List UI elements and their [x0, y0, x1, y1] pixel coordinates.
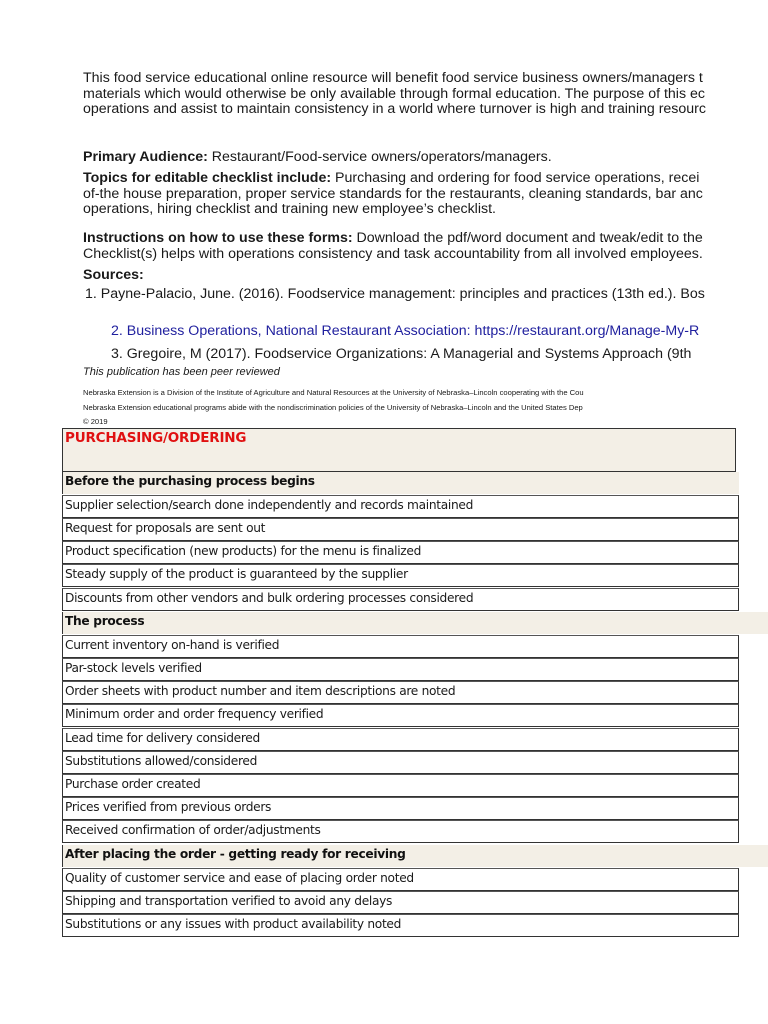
row-text: Product specification (new products) for the menu is finalized [65, 544, 422, 558]
checklist-row[interactable] [62, 820, 739, 843]
checklist-row[interactable] [62, 541, 739, 564]
primary-audience-text: Restaurant/Food-service owners/operators/managers. [207, 149, 552, 165]
extension-statement: Nebraska Extension is a Division of the Institute of Agriculture and Natural Resources at the University of Nebraska–Lincoln cooperating with the Cou [83, 388, 584, 397]
section-header [62, 472, 739, 494]
checklist-title: PURCHASING/ORDERING [65, 430, 247, 446]
topics-text: of-the house preparation, proper service standards for the restaurants, cleaning standards, bar anc [83, 185, 703, 202]
row-text: Shipping and transportation verified to avoid any delays [65, 894, 393, 908]
checklist-row[interactable] [62, 495, 739, 518]
checklist-row[interactable] [62, 658, 739, 681]
row-text: Prices verified from previous orders [65, 800, 272, 814]
intro-line: operations and assist to maintain consistency in a world where turnover is high and training resourc [83, 101, 707, 117]
row-text: Purchase order created [65, 777, 201, 791]
row-text: Substitutions or any issues with product availability noted [65, 917, 402, 931]
row-text: Steady supply of the product is guaranteed by the supplier [65, 567, 408, 581]
instructions-label: Instructions on how to use these forms: [83, 230, 353, 246]
checklist-row[interactable] [62, 635, 739, 658]
row-text: Lead time for delivery considered [65, 731, 260, 745]
row-text: Par-stock levels verified [65, 661, 202, 675]
topics-paragraph [83, 171, 703, 218]
checklist-row[interactable] [62, 751, 739, 774]
intro-paragraph [83, 71, 768, 118]
checklist-row[interactable] [62, 681, 739, 704]
checklist-row[interactable] [62, 564, 739, 587]
checklist-row[interactable] [62, 704, 739, 727]
row-text: Quality of customer service and ease of placing order noted [65, 871, 414, 885]
instructions-paragraph [83, 231, 703, 262]
checklist-row[interactable] [62, 728, 739, 751]
checklist-row[interactable] [62, 914, 739, 937]
topics-label: Topics for editable checklist include: [83, 170, 332, 186]
topics-text: Purchasing and ordering for food service operations, recei [331, 170, 700, 186]
section-heading: The process [65, 614, 145, 628]
row-text: Received confirmation of order/adjustments [65, 823, 321, 837]
checklist-title-row [62, 428, 736, 472]
instructions-text: Download the pdf/word document and tweak/edit to the [352, 230, 703, 246]
row-text: Request for proposals are sent out [65, 521, 266, 535]
row-text: Discounts from other vendors and bulk ordering processes considered [65, 591, 474, 605]
row-text: Minimum order and order frequency verified [65, 707, 324, 721]
section-header [62, 845, 768, 867]
row-text: Order sheets with product number and item descriptions are noted [65, 684, 456, 698]
checklist-row[interactable] [62, 868, 739, 891]
primary-audience [83, 150, 552, 166]
topics-text: operations, hiring checklist and training new employee’s checklist. [83, 201, 496, 217]
intro-line: materials which would otherwise be only available through formal education. The purpose of this ec [83, 85, 705, 102]
copyright: © 2019 [83, 417, 108, 426]
source-item-1: 1. Payne-Palacio, June. (2016). Foodservice management: principles and practices (13th ed.). Bos [85, 286, 705, 302]
section-heading: Before the purchasing process begins [65, 474, 315, 488]
sources-heading [83, 268, 144, 284]
primary-audience-label: Primary Audience: [83, 149, 208, 165]
checklist-row[interactable] [62, 588, 739, 611]
source-item-2-link[interactable]: 2. Business Operations, National Restaurant Association: https://restaurant.org/Manage-My-R [111, 323, 700, 339]
row-text: Supplier selection/search done independently and records maintained [65, 498, 474, 512]
row-text: Substitutions allowed/considered [65, 754, 258, 768]
section-header [62, 612, 768, 634]
instructions-text: Checklist(s) helps with operations consistency and task accountability from all involved employees. [83, 245, 703, 262]
section-heading: After placing the order - getting ready for receiving [65, 847, 406, 861]
peer-reviewed-note: This publication has been peer reviewed [83, 366, 280, 378]
checklist-row[interactable] [62, 774, 739, 797]
source-item-3: 3. Gregoire, M (2017). Foodservice Organizations: A Managerial and Systems Approach (9th [111, 346, 692, 362]
intro-line: This food service educational online resource will benefit food service business owners/managers t [83, 70, 703, 86]
checklist-row[interactable] [62, 891, 739, 914]
checklist-row[interactable] [62, 797, 739, 820]
checklist-row[interactable] [62, 518, 739, 541]
row-text: Current inventory on-hand is verified [65, 638, 280, 652]
nondiscrimination-statement: Nebraska Extension educational programs abide with the nondiscrimination policies of the University of Nebraska–Lincoln and the United States Dep [83, 403, 583, 412]
sources-label: Sources: [83, 267, 144, 283]
